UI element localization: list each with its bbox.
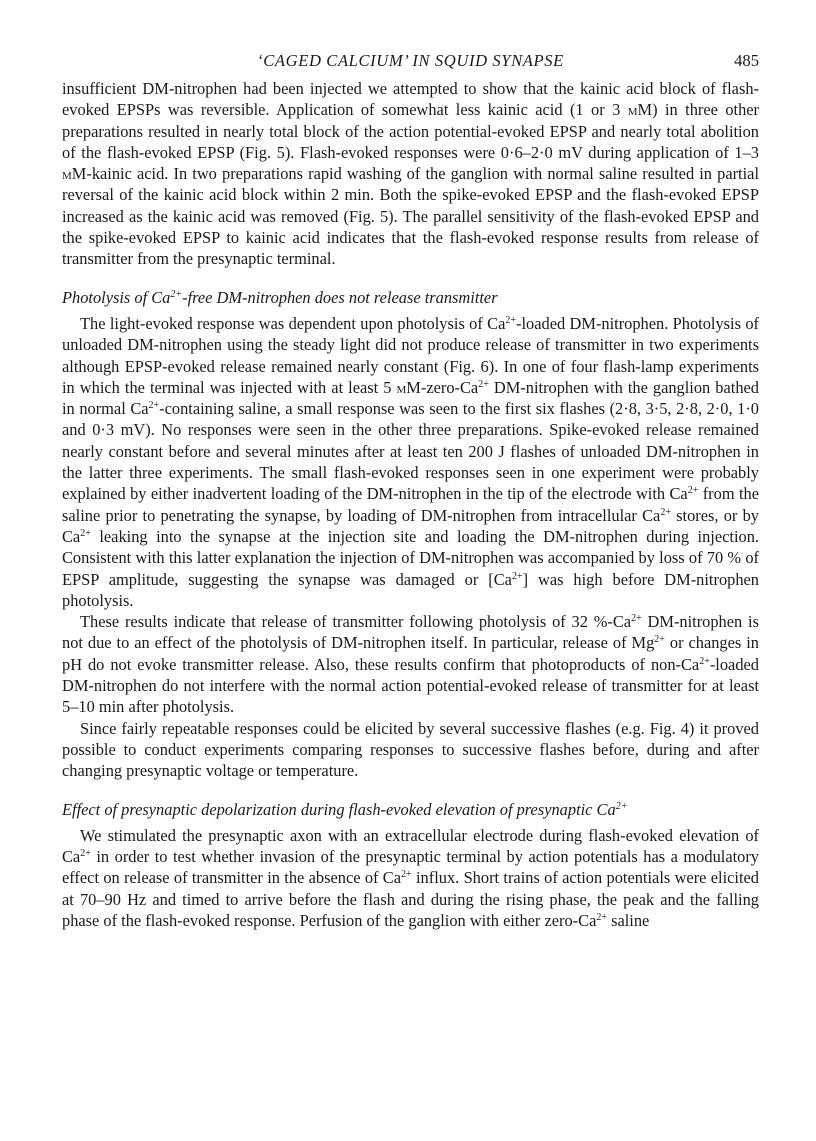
paragraph-stimulated-axon: We stimulated the presynaptic axon with an extracellular electrode during flash-evoked elevation of $Ca^{2+}$ in order to test whether invasion of the presynaptic terminal by action potentials has a modulatory effect on release of transmitter in the absence of $Ca^{2+}$ influx. Short trains of action potentials were elicited at 70–90 Hz and timed to arrive before the flash and during the rising phase, the peak and the falling phase of the flash-evoked response. Perfusion of the ganglion with either zero-$Ca^{2+}$ saline <box>62 825 759 930</box>
section-heading-photolysis: Photolysis of $Ca^{2+}$-free DM-nitrophen does not release transmitter <box>62 287 498 307</box>
journal-page <box>62 50 759 931</box>
paragraph-successive-flashes: Since fairly repeatable responses could be elicited by several successive flashes (e.g. Fig. 4) it proved possible to conduct experiments comparing responses to successive flashes before, during and after changing presynaptic voltage or temperature. <box>62 718 759 781</box>
running-head: ‘CAGED CALCIUM’ IN SQUID SYNAPSE <box>257 51 564 70</box>
paragraph-kainic-acid: insufficient DM-nitrophen had been injected we attempted to show that the kainic acid block of flash-evoked EPSPs was reversible. Application of somewhat less kainic acid (1 or 3 mM) in three other preparations resulted in nearly total block of the action potential-evoked EPSP and nearly total abolition of the flash-evoked EPSP (Fig. 5). Flash-evoked responses were 0·6–2·0 mV during application of 1–3 mM-kainic acid. In two preparations rapid washing of the ganglion with normal saline resulted in partial reversal of the kainic acid block within 2 min. Both the spike-evoked EPSP and the flash-evoked EPSP increased as the kainic acid was removed (Fig. 5). The parallel sensitivity of the flash-evoked EPSP and the spike-evoked EPSP to kainic acid indicates that the flash-evoked response results from release of transmitter from the presynaptic terminal. <box>62 79 760 269</box>
paragraph-light-evoked-response: The light-evoked response was dependent upon photolysis of $Ca^{2+}$-loaded DM-nitrophen. Photolysis of unloaded DM-nitrophen using the steady light did not produce release of transmitter in two experiments although EPSP-evoked release remained nearly constant (Fig. 6). In one of four flash-lamp experiments in which the terminal was injected with at least 5 $mM-zero-Ca^{2+}$ DM-nitrophen with the ganglion bathed in normal $Ca^{2+}$-containing saline, a small response was seen to the first six flashes (2·8, 3·5, 2·8, 2·0, 1·0 and 0·3 mV). No responses were seen in the other three preparations. Spike-evoked release remained nearly constant before and several minutes after at least ten 200 J flashes of unloaded DM-nitrophen in the latter three experiments. The small flash-evoked responses seen in one experiment were probably explained by either inadvertent loading of the DM-nitrophen in the tip of the electrode with $Ca^{2+}$ from the saline prior to penetrating the synapse, by loading of DM-nitrophen from intracellular $Ca^{2+}$ stores, or by $Ca^{2+}$ leaking into the synapse at the injection site and loading the DM-nitrophen during injection. Consistent with this latter explanation the injection of DM-nitrophen was accompanied by loss of 70 % of EPSP amplitude, suggesting the synapse was damaged or $[Ca^{2+}]$ was high before DM-nitrophen photolysis. <box>62 313 759 610</box>
section-heading-depolarization: Effect of presynaptic depolarization during flash-evoked elevation of presynaptic $Ca^{2+}$ <box>62 799 628 819</box>
paragraph-results-indicate: These results indicate that release of transmitter following photolysis of 32 $\%-Ca^{2+}$ DM-nitrophen is not due to an effect of the photolysis of DM-nitrophen itself. In particular, release of $Mg^{2+}$ or changes in pH do not evoke transmitter release. Also, these results confirm that photoproducts of non-$Ca^{2+}$-loaded DM-nitrophen do not interfere with the normal action potential-evoked release of transmitter for at least 5–10 min after photolysis. <box>62 612 759 717</box>
page-number: 485 <box>734 51 759 70</box>
page-header <box>62 50 759 74</box>
